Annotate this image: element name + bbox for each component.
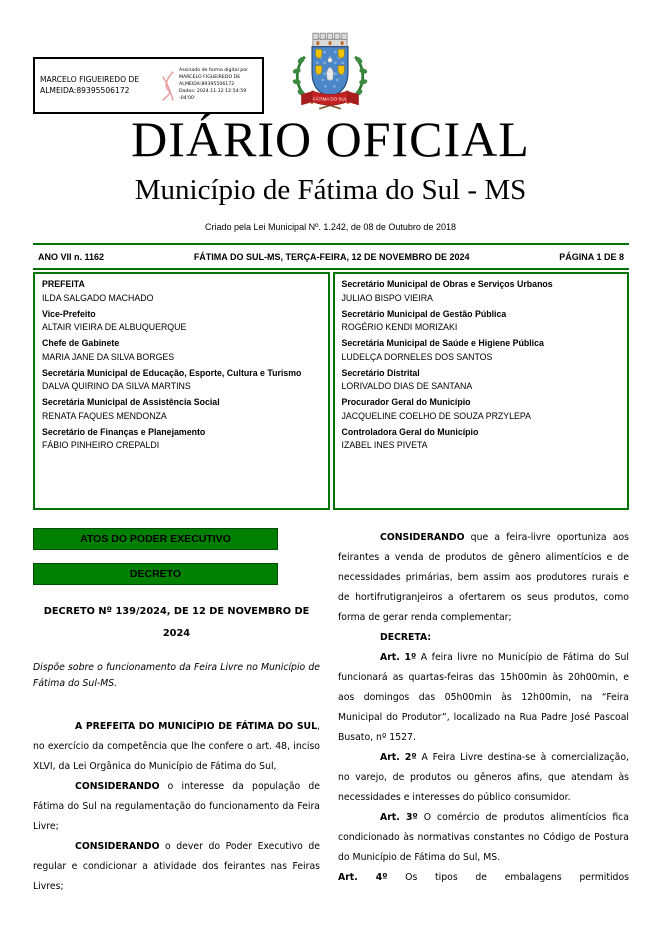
signature-details — [179, 68, 257, 102]
official-entry — [42, 426, 321, 453]
official-role: Secretária Municipal de Assistência Social — [42, 397, 220, 407]
official-entry — [42, 278, 321, 305]
decree-content — [33, 528, 629, 932]
official-name: ALTAIR VIEIRA DE ALBUQUERQUE — [42, 322, 187, 332]
section-banner-decreto: DECRETO — [33, 563, 278, 585]
signature-detail-line: Assinado de forma digital por — [179, 68, 249, 74]
decree-paragraph: A PREFEITA DO MUNICÍPIO DE FÁTIMA DO SUL, no exercício da competência que lhe confere o art. 48, inciso XLVI, da Lei Orgânica do Município de Fátima do Sul, — [33, 721, 320, 772]
official-name: JULIAO BISPO VIEIRA — [341, 292, 433, 303]
decree-paragraph: Art. 4º Os tipos de embalagens permitidos — [338, 872, 629, 883]
official-name: FÁBIO PINHEIRO CREPALDI — [42, 440, 160, 450]
officials-section — [33, 272, 629, 510]
officials-list-left — [33, 272, 330, 510]
official-role: Controladora Geral do Município — [341, 426, 479, 437]
mural-crown — [313, 33, 347, 47]
signature-detail-line: ALMEIDA:89395506172 — [179, 82, 235, 88]
decree-paragraph: DECRETA: — [380, 632, 432, 643]
decree-paragraph: Art. 2º A Feira Livre destina-se à comercialização, no varejo, de produtos ou gêneros afins, que atendam às necessidades e interesses do público consumidor. — [338, 752, 629, 803]
decree-paragraph: Art. 1º A feira livre no Município de Fátima do Sul funcionará as quartas-feiras das 15h00min às 20h00min, e aos domingos das 05h00min às 12h00min, na “Feira Municipal do Produtor”, localizado na Rua Padre José Pascoal Busato, nº 1527. — [338, 652, 629, 743]
shield — [312, 47, 348, 97]
official-entry — [42, 396, 321, 423]
official-role: PREFEITA — [42, 279, 85, 289]
edition-header-bar — [33, 243, 629, 270]
decree-paragraphs-left — [33, 717, 320, 897]
official-role: Vice-Prefeito — [42, 308, 96, 319]
officials-list-right — [333, 272, 630, 510]
page-indicator: PÁGINA 1 DE 8 — [559, 251, 624, 262]
official-name: ROGÉRIO KENDI MORIZAKI — [341, 322, 458, 332]
official-name: JACQUELINE COELHO DE SOUZA PRZYLEPA — [341, 410, 532, 421]
municipal-coat-of-arms — [284, 26, 376, 116]
decree-paragraph: CONSIDERANDO o dever do Poder Executivo de regular e condicionar a atividade dos feirantes nas Feiras Livres; — [33, 841, 320, 892]
official-role: Secretária Municipal de Educação, Esporte, Cultura e Turismo — [42, 367, 302, 378]
official-entry — [42, 337, 321, 364]
official-role: Secretário Municipal de Obras e Serviços Urbanos — [341, 279, 553, 289]
official-entry — [342, 308, 621, 335]
official-entry — [342, 278, 621, 305]
edition-date: FÁTIMA DO SUL-MS, TERÇA-FEIRA, 12 DE NOVEMBRO DE 2024 — [193, 251, 470, 262]
official-name: IZABEL INES PIVETA — [341, 440, 428, 450]
signature-detail-line: MARCELO FIGUEIREDO DE — [179, 75, 241, 81]
official-entry — [42, 367, 321, 394]
official-role: Secretário Municipal de Gestão Pública — [341, 308, 507, 319]
content-column-left — [33, 528, 320, 932]
official-role: Chefe de Gabinete — [42, 338, 120, 348]
section-banner-atos-poder-executivo: ATOS DO PODER EXECUTIVO — [33, 528, 278, 550]
official-entry — [342, 367, 621, 394]
decree-paragraph: CONSIDERANDO o interesse da população de Fátima do Sul na regulamentação do funcionamento da Feira Livre; — [33, 781, 320, 832]
official-role: Secretário de Finanças e Planejamento — [42, 426, 206, 437]
official-name: ILDA SALGADO MACHADO — [42, 292, 154, 303]
edition-number: ANO VII n. 1162 — [38, 251, 105, 262]
crest-ribbon-text: FÁTIMA DO SUL — [312, 96, 348, 102]
official-name: RENATA FAQUES MENDONZA — [42, 410, 167, 421]
official-name: MARIA JANE DA SILVA BORGES — [42, 351, 175, 362]
official-entry — [342, 426, 621, 453]
gazette-subtitle: Município de Fátima do Sul - MS — [134, 174, 527, 206]
creation-law-note: Criado pela Lei Municipal Nº. 1.242, de 08 de Outubro de 2018 — [205, 222, 456, 232]
content-column-right — [338, 528, 629, 932]
signature-detail-line: Dados: 2024.11.12 12:54:59 -04'00' — [179, 88, 247, 101]
official-role: Secretária Municipal de Saúde e Higiene Pública — [341, 338, 544, 348]
digital-signature-box — [33, 57, 264, 114]
official-name: LORIVALDO DIAS DE SANTANA — [341, 381, 473, 391]
official-entry — [42, 308, 321, 335]
decree-paragraph: Art. 3º O comércio de produtos alimentícios fica condicionado às normativas constantes no Código de Postura do Município de Fátima do Sul, MS. — [338, 812, 629, 863]
decree-summary: Dispõe sobre o funcionamento da Feira Livre no Município de Fátima do Sul-MS. — [33, 662, 320, 689]
official-name: LUDELÇA DORNELES DOS SANTOS — [341, 351, 493, 362]
official-role: Procurador Geral do Município — [341, 397, 471, 407]
decree-title: DECRETO Nº 139/2024, DE 12 DE NOVEMBRO DE 2024 — [43, 606, 310, 639]
signature-flourish-icon — [160, 69, 176, 103]
official-entry — [342, 396, 621, 423]
official-name: DALVA QUIRINO DA SILVA MARTINS — [42, 381, 191, 391]
official-entry — [342, 337, 621, 364]
official-role: Secretário Distrital — [341, 367, 420, 378]
gazette-title: DIÁRIO OFICIAL — [131, 111, 530, 167]
decree-paragraph: CONSIDERANDO que a feira-livre oportuniza aos feirantes a venda de produtos de gênero alimentícios e de necessidades primárias, bem assim aos produtores rurais e de hortifrutigranjeiros a ofertarem os seus produtos, como forma de gerar renda complementar; — [338, 532, 629, 623]
signature-name: MARCELO FIGUEIREDO DE ALMEIDA:89395506172 — [40, 75, 140, 95]
